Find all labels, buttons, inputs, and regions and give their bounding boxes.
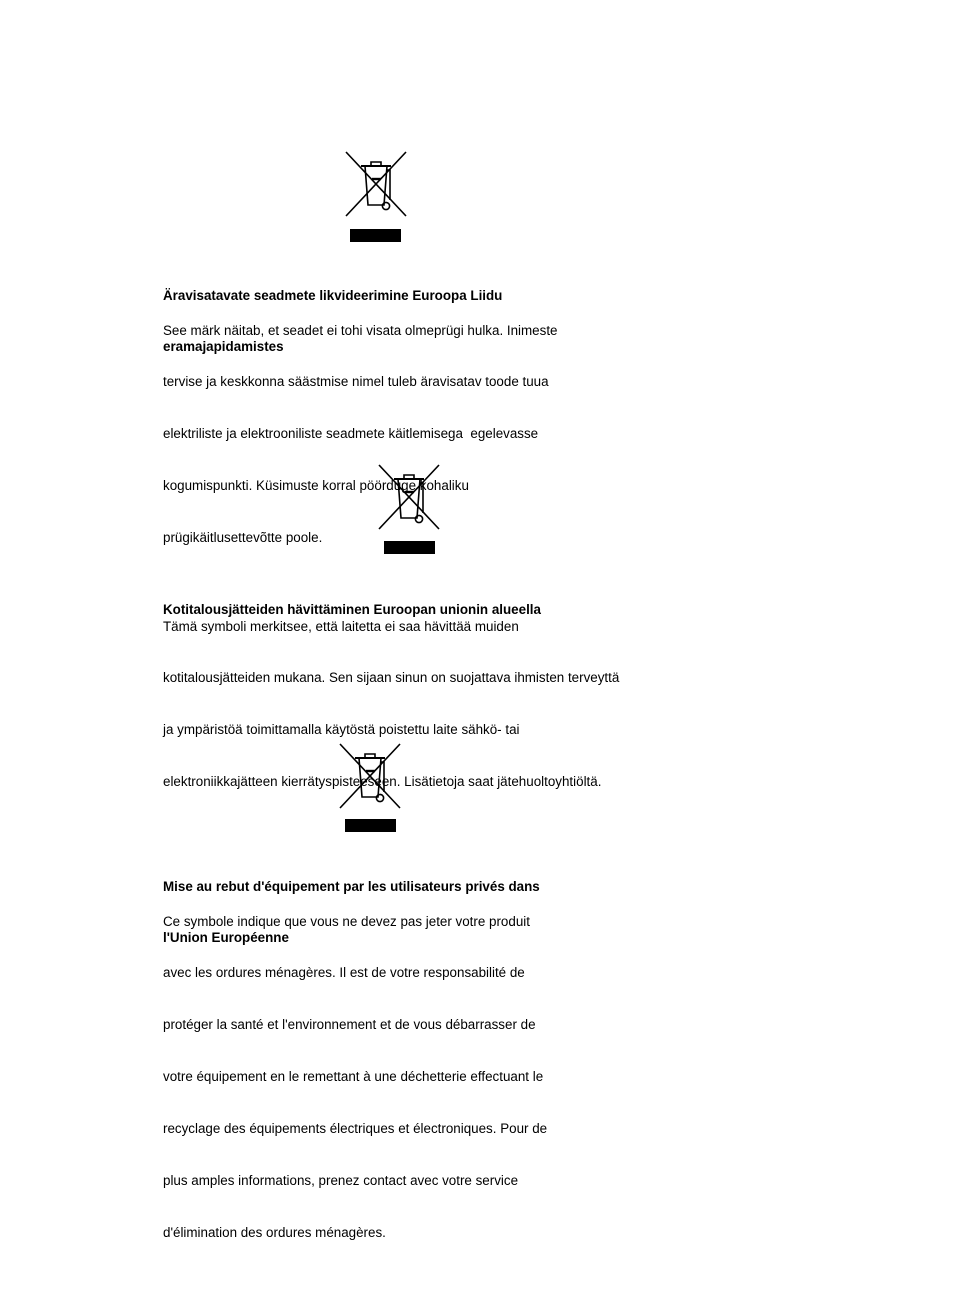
crossed-out-wheelie-bin-icon (343, 150, 409, 218)
section-body (163, 878, 547, 1259)
separator-bar (345, 819, 396, 832)
crossed-out-wheelie-bin-icon (337, 742, 403, 810)
body-line: recyclage des équipements électriques et électroniques. Pour de (163, 1121, 548, 1137)
heading-line: Mise au rebut d'équipement par les utilisateurs privés dans (163, 878, 540, 894)
body-line: kogumispunkti. Küsimuste korral pöörduge kohaliku (163, 478, 469, 494)
body-line: elektriliste ja elektrooniliste seadmete käitlemisega egelevasse (163, 426, 539, 442)
body-line: votre équipement en le remettant à une déchetterie effectuant le (163, 1069, 544, 1085)
body-line: See märk näitab, et seadet ei tohi visata olmeprügi hulka. Inimeste (163, 322, 558, 338)
body-line: elektroniikkajätteen kierrätyspisteeseen. Lisätietoja saat jätehuoltoyhtiöltä. (163, 774, 602, 790)
heading-line: Äravisatavate seadmete likvideerimine Euroopa Liidu (163, 287, 503, 303)
heading-line: Kotitalousjätteiden hävittäminen Euroopan unionin alueella (163, 601, 541, 617)
body-line: plus amples informations, prenez contact avec votre service (163, 1173, 519, 1189)
body-line: avec les ordures ménagères. Il est de votre responsabilité de (163, 965, 525, 981)
body-line: protéger la santé et l'environnement et de vous débarrasser de (163, 1017, 536, 1033)
crossed-out-wheelie-bin-icon (376, 463, 442, 531)
section-body (163, 287, 558, 564)
heading-line: l'Union Européenne (163, 930, 289, 946)
body-line: kotitalousjätteiden mukana. Sen sijaan sinun on suojattava ihmisten terveyttä (163, 670, 620, 686)
separator-bar (384, 541, 435, 554)
body-line: tervise ja keskkonna säästmise nimel tuleb äravisatav toode tuua (163, 374, 549, 390)
body-line: d'élimination des ordures ménagères. (163, 1224, 386, 1240)
heading-line: eramajapidamistes (163, 339, 284, 355)
body-line: Tämä symboli merkitsee, että laitetta ei saa hävittää muiden (163, 618, 519, 634)
separator-bar (350, 229, 401, 242)
body-line: Ce symbole indique que vous ne devez pas jeter votre produit (163, 913, 530, 929)
body-line: prügikäitlusettevõtte poole. (163, 530, 323, 546)
body-line: ja ympäristöä toimittamalla käytöstä poistettu laite sähkö- tai (163, 722, 520, 738)
